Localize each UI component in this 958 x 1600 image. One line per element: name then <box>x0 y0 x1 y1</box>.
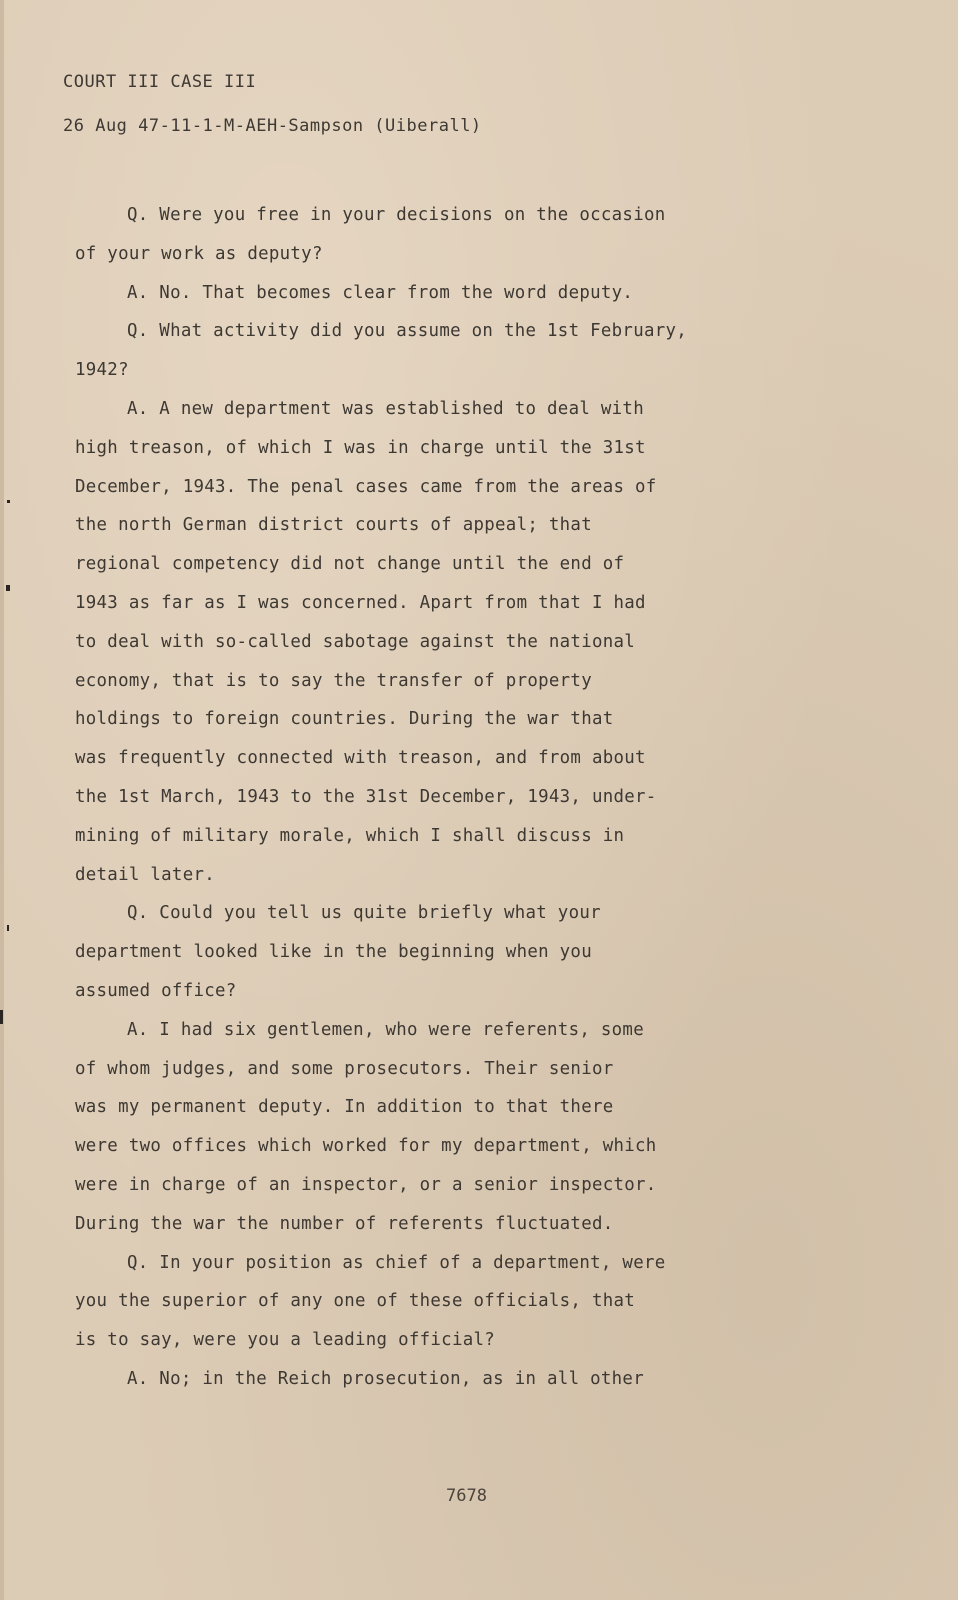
transcript-line: to deal with so-called sabotage against the national <box>75 631 636 652</box>
transcript-line: of your work as deputy? <box>75 243 323 264</box>
transcript-line: of whom judges, and some prosecutors. Their senior <box>75 1058 614 1079</box>
transcript-line: assumed office? <box>75 980 237 1001</box>
transcript-line: Q. Were you free in your decisions on the occasion <box>127 205 666 225</box>
transcript-line: you the superior of any one of these officials, that <box>75 1291 636 1312</box>
transcript-line: Q. In your position as chief of a department, were <box>127 1252 666 1273</box>
transcript-line: A. No; in the Reich prosecution, as in all other <box>127 1368 644 1389</box>
edge-mark <box>0 1010 3 1024</box>
court-header: COURT III CASE III <box>63 72 257 92</box>
transcript-line: the 1st March, 1943 to the 31st December, 1943, under- <box>75 786 657 807</box>
transcript-line: December, 1943. The penal cases came from the areas of <box>75 476 657 497</box>
transcript-line: mining of military morale, which I shall discuss in <box>75 825 625 846</box>
transcript-line: holdings to foreign countries. During the war that <box>75 709 614 730</box>
transcript-line: 1942? <box>75 360 129 381</box>
transcript-line: Q. Could you tell us quite briefly what your <box>127 903 601 924</box>
transcript-line: A. I had six gentlemen, who were referents, some <box>127 1019 644 1040</box>
page-number: 7678 <box>446 1486 487 1506</box>
transcript-line: A. No. That becomes clear from the word deputy. <box>127 282 634 303</box>
transcript-line: department looked like in the beginning when you <box>75 942 592 963</box>
transcript-line: the north German district courts of appeal; that <box>75 515 592 536</box>
transcript-line: A. A new department was established to deal with <box>127 398 644 419</box>
transcript-line: were in charge of an inspector, or a senior inspector. <box>75 1174 657 1195</box>
transcript-line: During the war the number of referents fluctuated. <box>75 1213 614 1234</box>
transcript-line: was frequently connected with treason, and from about <box>75 748 646 769</box>
transcript-line: was my permanent deputy. In addition to that there <box>75 1097 614 1118</box>
edge-mark <box>7 925 9 931</box>
transcript-line: high treason, of which I was in charge until the 31st <box>75 437 646 458</box>
transcript-line: detail later. <box>75 864 216 885</box>
transcript-body <box>75 196 815 1399</box>
transcript-line: were two offices which worked for my department, which <box>75 1136 657 1157</box>
transcript-line: is to say, were you a leading official? <box>75 1330 496 1351</box>
transcript-line: economy, that is to say the transfer of property <box>75 670 592 691</box>
edge-mark <box>6 585 10 591</box>
edge-mark <box>7 500 10 503</box>
transcript-line: Q. What activity did you assume on the 1st February, <box>127 321 688 342</box>
page-edge <box>0 0 4 1600</box>
transcript-line: 1943 as far as I was concerned. Apart from that I had <box>75 592 646 613</box>
session-header: 26 Aug 47-11-1-M-AEH-Sampson (Uiberall) <box>63 116 482 136</box>
transcript-line: regional competency did not change until the end of <box>75 554 625 575</box>
